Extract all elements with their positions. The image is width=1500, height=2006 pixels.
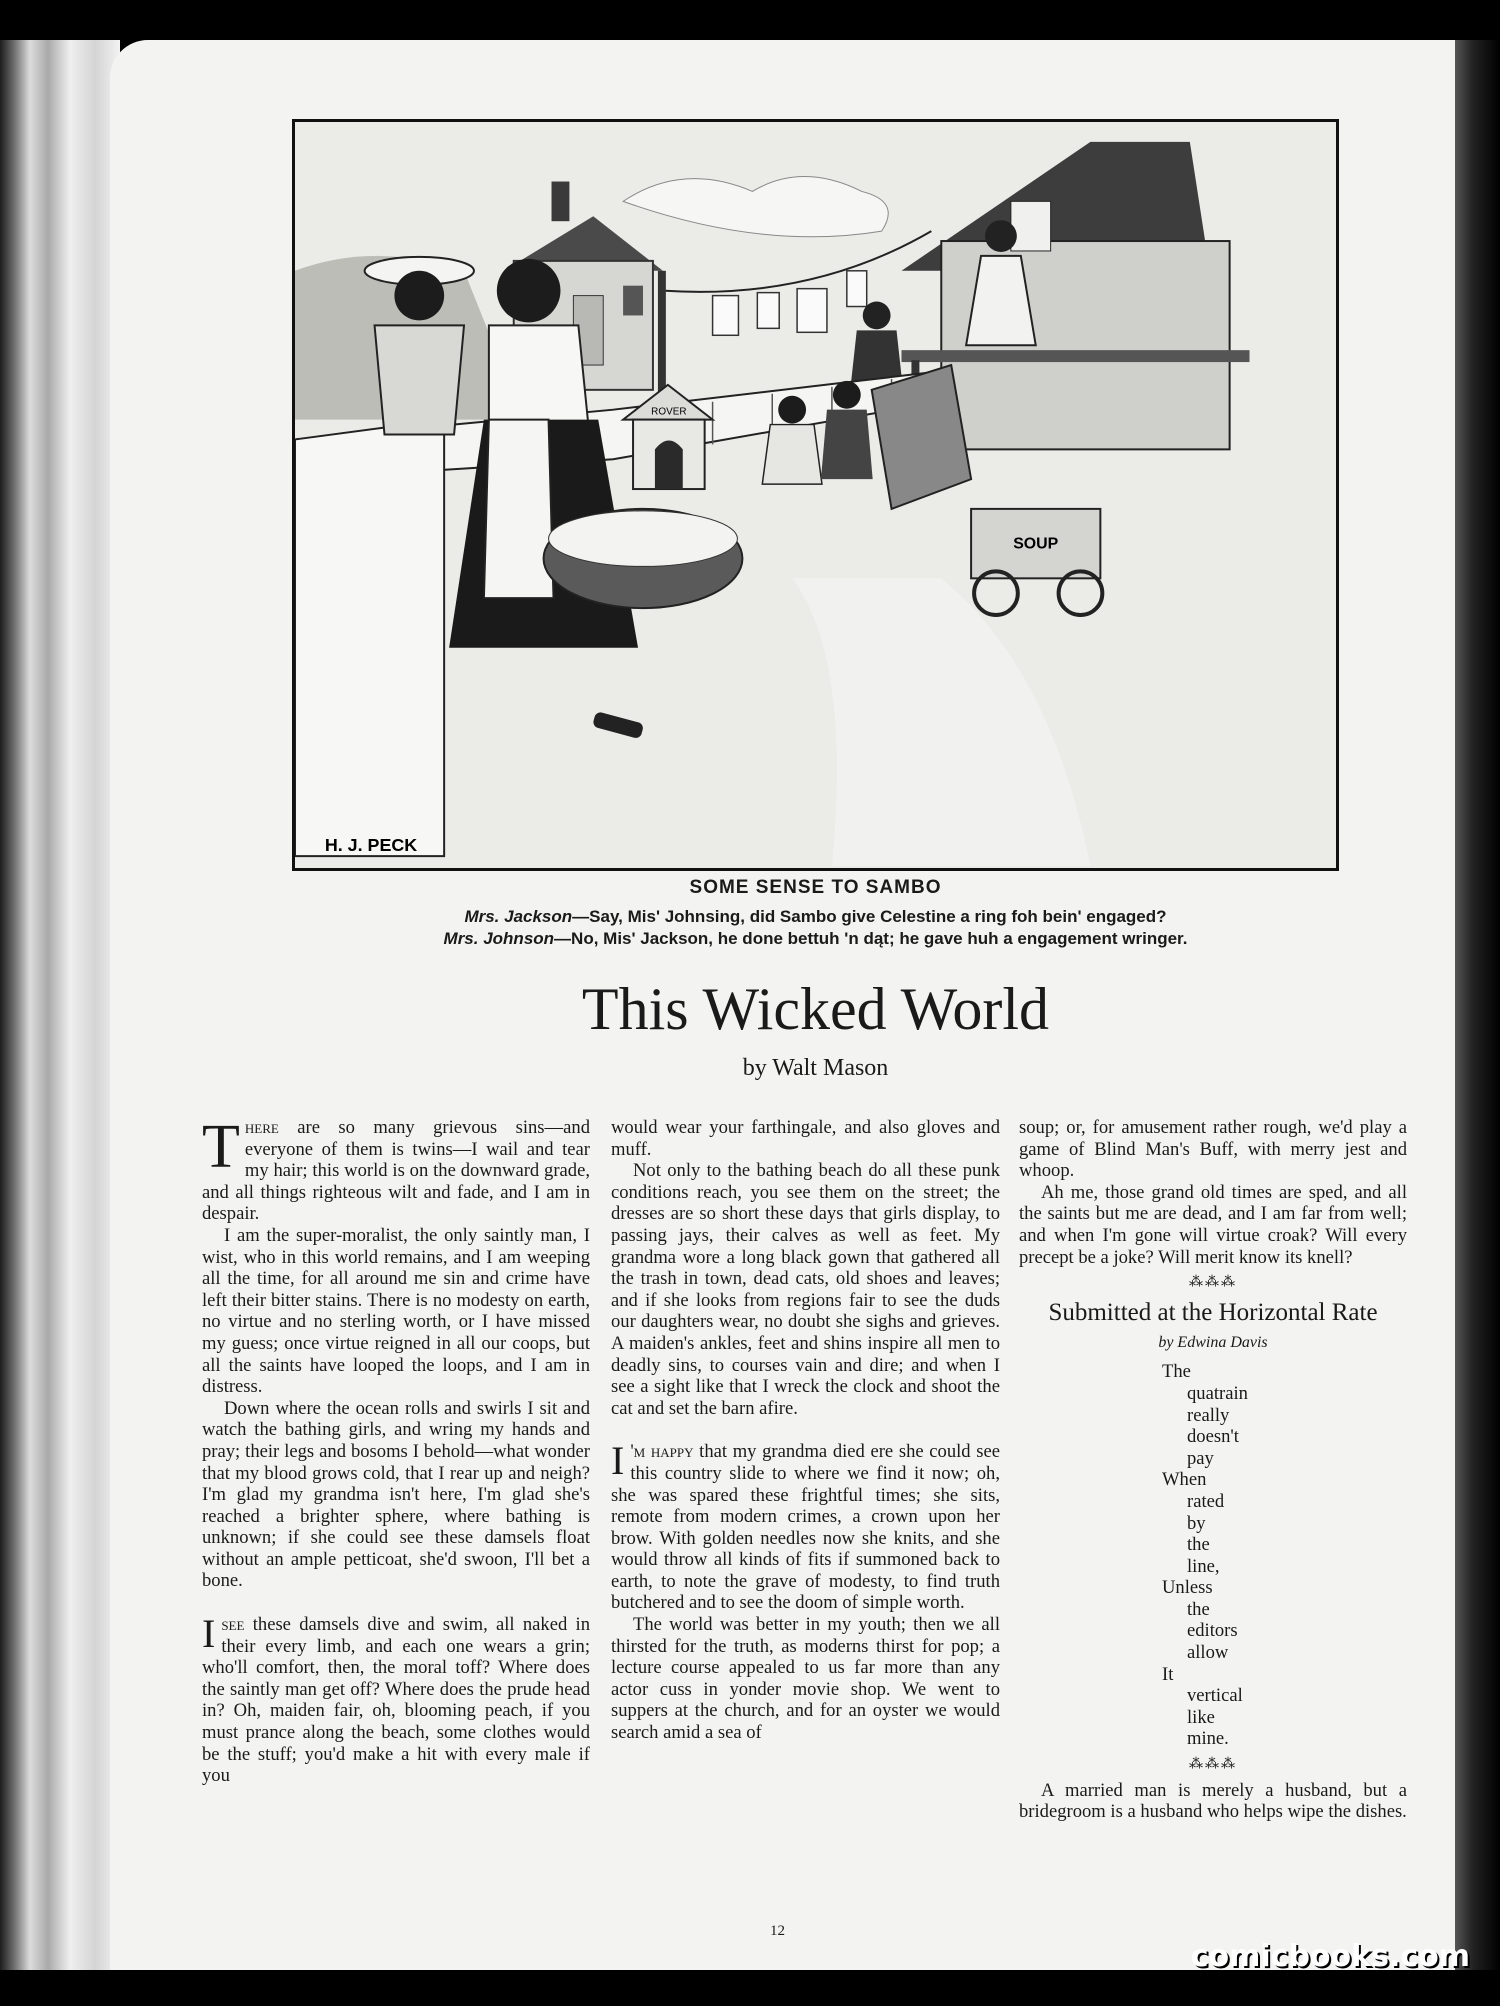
crate-label: SOUP — [1013, 535, 1059, 553]
paragraph — [202, 1611, 590, 1787]
caption-line-1 — [292, 907, 1339, 927]
poem-line: pay — [1187, 1447, 1214, 1469]
poem-line: It — [1162, 1663, 1174, 1685]
watermark: comicbooks.com — [1190, 1939, 1470, 1974]
poem-line: allow — [1187, 1642, 1229, 1664]
cartoon-caption-title: SOME SENSE TO SAMBO — [689, 877, 942, 898]
doghouse-label: ROVER — [651, 406, 687, 418]
poem — [1019, 1361, 1407, 1750]
article-byline: by Walt Mason — [742, 1055, 889, 1081]
section-ornament: ⁂⁂⁂ — [1189, 1275, 1237, 1291]
paragraph: The world was better in my youth; then we all thirsted for the truth, as moderns thirst for pop; a lecture course appealed to us far more than any actor cuss in yonder movie shop. We went to suppers at the church, and for an oyster we would search amid a sea of — [611, 1614, 1000, 1744]
paragraph: A married man is merely a husband, but a bridegroom is a husband who helps wipe the dishes. — [1019, 1779, 1407, 1823]
caption-text-1: —Say, Mis' Johnsing, did Sambo give Celestine a ring foh bein' engaged? — [572, 907, 1167, 926]
paragraph — [611, 1438, 1000, 1614]
article-column-1 — [202, 1113, 590, 1787]
poem-line: doesn't — [1187, 1426, 1239, 1448]
caption-speaker-2: Mrs. Johnson — [443, 929, 555, 948]
drop-cap: T — [202, 1113, 240, 1181]
paragraph-text: that my grandma died ere she could see this country slide to where we find it now; oh, she was spared these frightful times; she sits, remote from modern crimes, a crown upon her brow. With golden needles now she knits, and she would throw all kinds of fits if summoned back to earth, to note the grave of modesty, to find truth butchered and to see the doom of simple worth. — [611, 1441, 1000, 1614]
poem-line: by — [1187, 1512, 1206, 1534]
caption-text-2: —No, Mis' Jackson, he done bettuh 'n dąt; he gave huh a engagement wringer. — [554, 929, 1188, 948]
poem-line: editors — [1187, 1620, 1238, 1642]
lead-in: see — [221, 1614, 245, 1636]
poem-line: like — [1187, 1706, 1215, 1728]
paragraph-text: these damsels dive and swim, all naked in their every limb, and each one wears a grin; who'll comfort, then, the moral toff? Where does the saintly man get off? Where does the prude head in? Oh, maiden fair, oh, blooming peach, if you must prance along the beach, some clothes would be the stuff; you'd make a hit with every male if you — [202, 1614, 590, 1787]
poem-line: When — [1162, 1469, 1207, 1491]
book-gutter — [0, 40, 120, 1970]
poem-line: Unless — [1162, 1577, 1213, 1599]
paragraph: Down where the ocean rolls and swirls I sit and watch the bathing girls, and wring my hands and pray; their legs and bosoms I behold—what wonder that my blood grows cold, that I rear up and neigh? I'm glad my grandma isn't here, I'm glad she's reached a brighter sphere, where bathing is unknown; if she could see these damsels float without an ample petticoat, she'd swoon, I'll bet a bone. — [202, 1397, 590, 1592]
poem-line: mine. — [1187, 1728, 1229, 1750]
poem-title: Submitted at the Horizontal Rate — [1048, 1298, 1378, 1326]
poem-line: the — [1187, 1598, 1210, 1620]
poem-author: by Edwina Davis — [1158, 1333, 1268, 1351]
poem-line: really — [1187, 1404, 1230, 1426]
caption-line-2 — [292, 929, 1339, 949]
page-number: 12 — [770, 1923, 785, 1939]
poem-line: The — [1162, 1361, 1191, 1383]
paragraph: Ah me, those grand old times are sped, and all the saints but me are dead, and I am far from well; and when I'm gone will virtue croak? Will every precept be a joke? Will merit know its knell? — [1019, 1181, 1407, 1268]
lead-in: here — [244, 1117, 279, 1138]
article-column-3 — [1019, 1117, 1407, 1823]
drop-cap: I — [202, 1611, 216, 1657]
lead-in: 'm happy — [630, 1441, 694, 1463]
paragraph: soup; or, for amusement rather rough, we'd play a game of Blind Man's Buff, with merry jest and whoop. — [1019, 1117, 1407, 1182]
paragraph: Not only to the bathing beach do all these punk conditions reach, you see them on the street; the dresses are so short these days that girls display, to passing jays, their calves as well as feet. My grandma wore a long black gown that gathered all the trash in town, dead cats, old shoes and leaves; and if she looks from regions fair to see the duds our daughters wear, no doubt she sighs and grieves. A maiden's ankles, feet and shins inspire all men to deadly sins, to courses vain and dire; and when I see a sight like that I wreck the clock and shoot the cat and set the barn afire. — [611, 1160, 1000, 1419]
paragraph — [202, 1113, 590, 1225]
poem-line: quatrain — [1187, 1382, 1248, 1404]
article-column-2 — [611, 1117, 1000, 1744]
drop-cap: I — [611, 1438, 625, 1484]
cartoon-drawing — [295, 122, 1336, 868]
paragraph: would wear your farthingale, and also gloves and muff. — [611, 1117, 1000, 1160]
poem-line: vertical — [1187, 1685, 1243, 1707]
poem-line: line, — [1187, 1555, 1220, 1577]
paragraph-text: are so many grievous sins—and everyone of them is twins—I wail and tear my hair; this world is on the downward grade, and all things righteous wilt and fade, and I am in despair. — [202, 1117, 590, 1225]
artist-signature: H. J. PECK — [324, 835, 418, 856]
caption-speaker-1: Mrs. Jackson — [464, 907, 573, 926]
paragraph: I am the super-moralist, the only saintly man, I wist, who in this world remains, and I am weeping all the time, for all around me sin and crime have left their bitter stains. There is no modesty on earth, no virtue and no sterling worth, or I have missed my guess; once virtue reigned in all our coops, but all the saints have looped the loops, and I am in distress. — [202, 1224, 590, 1398]
section-ornament: ⁂⁂⁂ — [1189, 1757, 1237, 1773]
cartoon-illustration — [292, 119, 1339, 871]
page-edge-shadow — [1455, 40, 1500, 1970]
poem-line: rated — [1187, 1490, 1225, 1512]
article-title: This Wicked World — [581, 976, 1050, 1042]
poem-line: the — [1187, 1534, 1210, 1556]
